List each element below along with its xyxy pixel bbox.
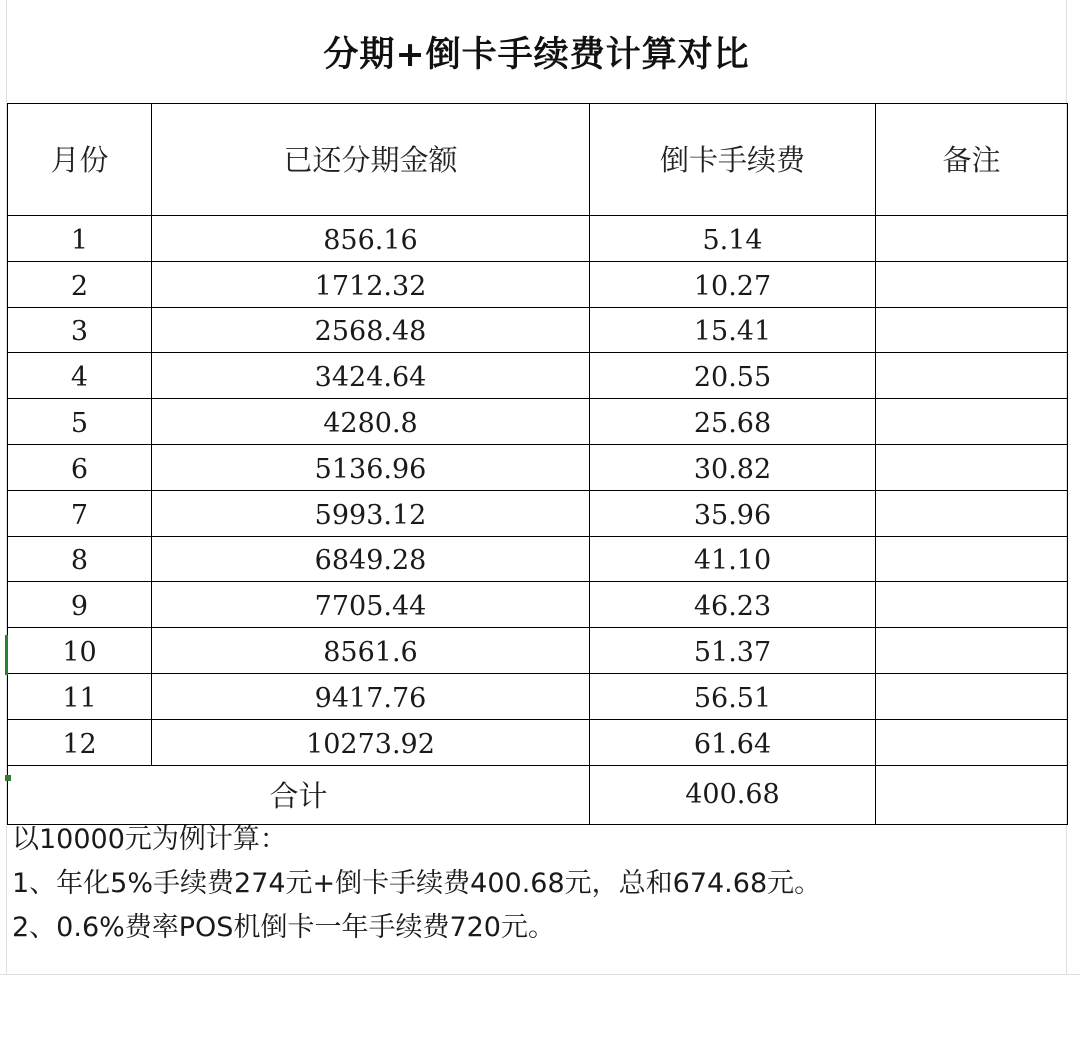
fee-cell[interactable]: 51.37 — [590, 628, 876, 674]
table-row — [8, 673, 1068, 719]
note-cell[interactable] — [876, 628, 1068, 674]
paid-amount-cell[interactable]: 5136.96 — [152, 444, 590, 490]
note-cell[interactable] — [876, 307, 1068, 353]
note-line-intro[interactable]: 以10000元为例计算： — [12, 824, 287, 855]
month-cell[interactable]: 7 — [8, 490, 152, 536]
total-label-cell[interactable]: 合计 — [8, 765, 590, 824]
paid-amount-cell[interactable]: 1712.32 — [152, 261, 590, 307]
paid-amount-cell[interactable]: 2568.48 — [152, 307, 590, 353]
note-cell[interactable] — [876, 536, 1068, 582]
fee-cell[interactable]: 46.23 — [590, 582, 876, 628]
month-cell[interactable]: 12 — [8, 719, 152, 765]
fee-cell[interactable]: 5.14 — [590, 216, 876, 262]
table-row — [8, 536, 1068, 582]
table-row — [8, 353, 1068, 399]
paid-amount-cell[interactable]: 6849.28 — [152, 536, 590, 582]
table-row — [8, 444, 1068, 490]
fee-comparison-table — [7, 103, 1068, 825]
table-row — [8, 216, 1068, 262]
table-row — [8, 490, 1068, 536]
fee-cell[interactable]: 61.64 — [590, 719, 876, 765]
note-cell[interactable] — [876, 261, 1068, 307]
table-row — [8, 399, 1068, 445]
fee-cell[interactable]: 56.51 — [590, 673, 876, 719]
total-fee-cell[interactable]: 400.68 — [590, 765, 876, 824]
paid-amount-cell[interactable]: 10273.92 — [152, 719, 590, 765]
header-note[interactable]: 备注 — [876, 104, 1068, 216]
month-cell[interactable]: 4 — [8, 353, 152, 399]
total-note-cell[interactable] — [876, 765, 1068, 824]
note-cell[interactable] — [876, 490, 1068, 536]
note-cell[interactable] — [876, 582, 1068, 628]
note-line-1[interactable]: 1、年化5%手续费274元+倒卡手续费400.68元，总和674.68元。 — [12, 868, 822, 899]
paid-amount-cell[interactable]: 856.16 — [152, 216, 590, 262]
note-cell[interactable] — [876, 444, 1068, 490]
table-body — [8, 216, 1068, 766]
paid-amount-cell[interactable]: 5993.12 — [152, 490, 590, 536]
paid-amount-cell[interactable]: 9417.76 — [152, 673, 590, 719]
month-cell[interactable]: 2 — [8, 261, 152, 307]
note-cell[interactable] — [876, 673, 1068, 719]
header-fee[interactable]: 倒卡手续费 — [590, 104, 876, 216]
fee-cell[interactable]: 10.27 — [590, 261, 876, 307]
header-paid-amount[interactable]: 已还分期金额 — [152, 104, 590, 216]
gridline — [0, 974, 1080, 975]
header-month[interactable]: 月份 — [8, 104, 152, 216]
sheet-title[interactable]: 分期+倒卡手续费计算对比 — [323, 34, 750, 75]
fee-cell[interactable]: 25.68 — [590, 399, 876, 445]
total-row — [8, 765, 1068, 824]
month-cell[interactable]: 11 — [8, 673, 152, 719]
header-row — [8, 104, 1068, 216]
note-cell[interactable] — [876, 399, 1068, 445]
fee-cell[interactable]: 15.41 — [590, 307, 876, 353]
month-cell[interactable]: 3 — [8, 307, 152, 353]
fee-cell[interactable]: 35.96 — [590, 490, 876, 536]
month-cell[interactable]: 1 — [8, 216, 152, 262]
table-row — [8, 582, 1068, 628]
month-cell[interactable]: 5 — [8, 399, 152, 445]
table-row — [8, 307, 1068, 353]
table-row — [8, 261, 1068, 307]
month-cell[interactable]: 6 — [8, 444, 152, 490]
active-cell-indicator — [5, 635, 8, 675]
table-row — [8, 628, 1068, 674]
paid-amount-cell[interactable]: 7705.44 — [152, 582, 590, 628]
month-cell[interactable]: 10 — [8, 628, 152, 674]
note-cell[interactable] — [876, 216, 1068, 262]
fee-cell[interactable]: 41.10 — [590, 536, 876, 582]
selection-handle[interactable] — [5, 775, 11, 781]
fee-cell[interactable]: 30.82 — [590, 444, 876, 490]
month-cell[interactable]: 9 — [8, 582, 152, 628]
paid-amount-cell[interactable]: 4280.8 — [152, 399, 590, 445]
table-row — [8, 719, 1068, 765]
note-cell[interactable] — [876, 353, 1068, 399]
paid-amount-cell[interactable]: 3424.64 — [152, 353, 590, 399]
note-cell[interactable] — [876, 719, 1068, 765]
note-line-2[interactable]: 2、0.6%费率POS机倒卡一年手续费720元。 — [12, 912, 555, 943]
paid-amount-cell[interactable]: 8561.6 — [152, 628, 590, 674]
month-cell[interactable]: 8 — [8, 536, 152, 582]
notes-block — [12, 818, 1062, 950]
fee-cell[interactable]: 20.55 — [590, 353, 876, 399]
